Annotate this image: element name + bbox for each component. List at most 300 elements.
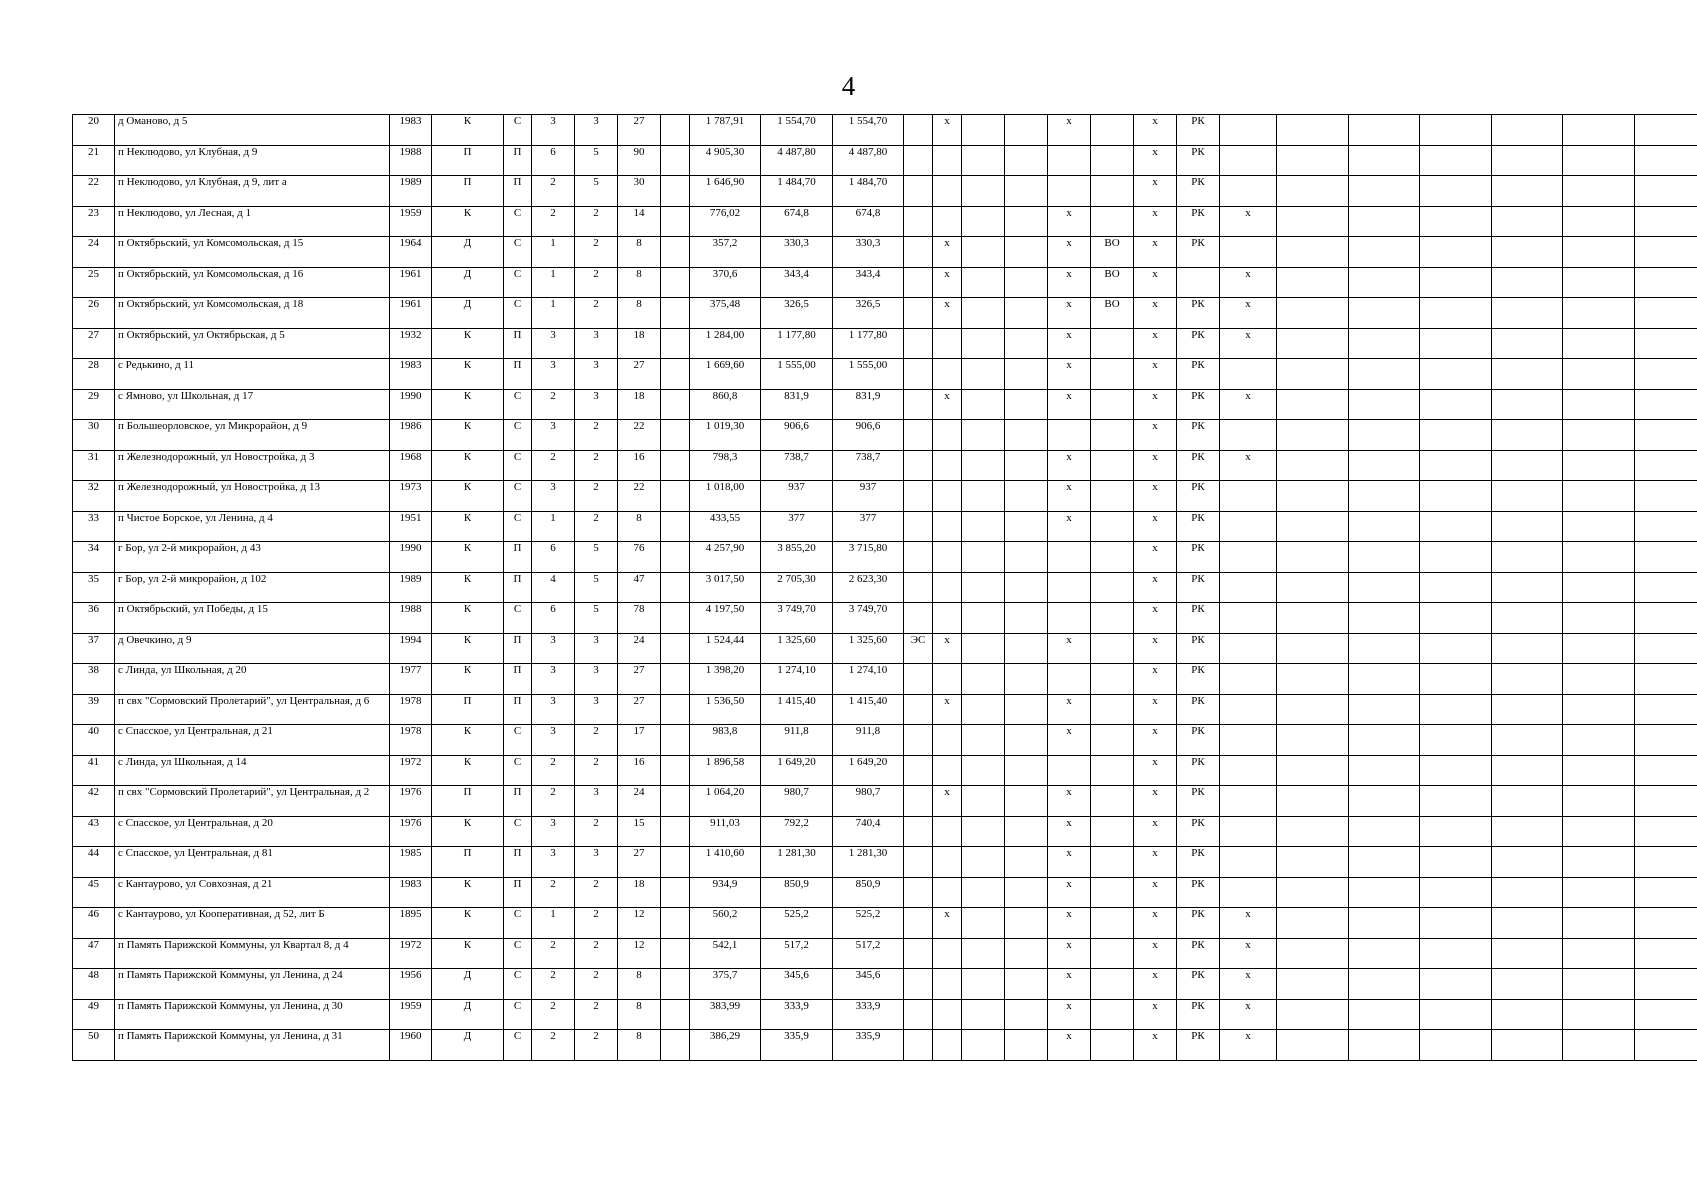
table-cell [933,755,962,786]
table-cell [1091,786,1134,817]
table-cell: П [504,572,532,603]
table-cell: 27 [618,115,661,146]
table-cell: 12 [618,938,661,969]
table-cell: 3 855,20 [761,542,833,573]
table-cell: 27 [618,847,661,878]
table-cell: 1 555,00 [833,359,904,390]
table-cell [904,389,933,420]
table-row [73,603,1697,634]
table-cell: 1 019,30 [690,420,761,451]
table-cell: С [504,969,532,1000]
row-number-cell: 50 [73,1030,115,1061]
table-cell: РК [1177,603,1220,634]
address-cell: д Оманово, д 5 [115,115,390,146]
table-cell [661,603,690,634]
table-cell: х [1134,206,1177,237]
address-cell: п Большеорловское, ул Микрорайон, д 9 [115,420,390,451]
table-cell [904,938,933,969]
table-cell: 3 [532,420,575,451]
table-cell: х [1048,450,1091,481]
table-cell: х [1220,328,1277,359]
table-cell [661,786,690,817]
table-cell: С [504,999,532,1030]
table-cell: 517,2 [761,938,833,969]
table-cell [1420,115,1492,146]
table-row [73,206,1697,237]
table-cell [661,694,690,725]
table-cell: х [1134,755,1177,786]
table-cell: 542,1 [690,938,761,969]
table-cell [933,816,962,847]
table-cell: 2 623,30 [833,572,904,603]
table-cell [1492,115,1563,146]
table-cell: 377 [761,511,833,542]
table-cell: С [504,908,532,939]
table-cell: 1972 [390,755,432,786]
table-cell [933,938,962,969]
table-cell: х [1220,1030,1277,1061]
table-cell: 1 398,20 [690,664,761,695]
table-cell [904,450,933,481]
table-cell: х [1048,511,1091,542]
table-cell [1005,389,1048,420]
row-number-cell: 38 [73,664,115,695]
table-cell: х [1220,938,1277,969]
table-cell: 1 524,44 [690,633,761,664]
table-cell: РК [1177,847,1220,878]
row-number-cell: 47 [73,938,115,969]
table-cell: 560,2 [690,908,761,939]
table-cell: х [1134,847,1177,878]
table-cell [904,542,933,573]
table-cell: 798,3 [690,450,761,481]
table-cell [1420,542,1492,573]
table-cell: 1 554,70 [761,115,833,146]
table-cell [1091,420,1134,451]
table-cell [1349,847,1420,878]
table-cell [1420,847,1492,878]
table-cell [962,176,1005,207]
table-cell [1277,328,1349,359]
table-cell: 3 [575,664,618,695]
table-cell: 831,9 [833,389,904,420]
table-cell [1635,145,1697,176]
table-cell: 1989 [390,572,432,603]
table-cell [962,938,1005,969]
table-cell [904,816,933,847]
table-cell [1048,420,1091,451]
table-cell [1349,633,1420,664]
table-cell: 1 484,70 [761,176,833,207]
table-cell [1005,816,1048,847]
table-cell: 2 [575,450,618,481]
table-cell: 8 [618,999,661,1030]
table-cell [1220,359,1277,390]
table-cell: 1 410,60 [690,847,761,878]
table-cell [1091,389,1134,420]
table-cell [1420,572,1492,603]
table-cell: 3 [575,847,618,878]
table-cell [1091,938,1134,969]
table-cell: 860,8 [690,389,761,420]
table-cell [962,755,1005,786]
table-cell: 3 [575,694,618,725]
table-cell [962,969,1005,1000]
table-cell [1220,633,1277,664]
table-cell: 1964 [390,237,432,268]
table-cell [1277,298,1349,329]
table-cell [1635,999,1697,1030]
table-cell [962,298,1005,329]
table-cell: 937 [833,481,904,512]
table-cell: РК [1177,115,1220,146]
table-cell: 8 [618,237,661,268]
table-cell: 3 [532,847,575,878]
table-cell: х [1220,298,1277,329]
row-number-cell: 41 [73,755,115,786]
table-cell: х [1134,999,1177,1030]
table-cell [904,755,933,786]
table-cell [1563,938,1635,969]
table-cell [1420,725,1492,756]
table-cell: 4 197,50 [690,603,761,634]
table-cell: 3 017,50 [690,572,761,603]
table-cell: х [1048,633,1091,664]
table-cell: 1976 [390,816,432,847]
table-cell [1635,420,1697,451]
row-number-cell: 44 [73,847,115,878]
table-cell [1635,267,1697,298]
table-cell [1492,847,1563,878]
table-cell: 18 [618,389,661,420]
table-cell [1420,176,1492,207]
table-cell: х [1048,969,1091,1000]
table-cell: РК [1177,176,1220,207]
table-cell: К [432,908,504,939]
table-cell [1005,145,1048,176]
table-cell: 16 [618,450,661,481]
table-row [73,420,1697,451]
table-cell [661,542,690,573]
table-row [73,786,1697,817]
table-cell: 5 [575,603,618,634]
table-cell [1005,1030,1048,1061]
table-cell: 8 [618,267,661,298]
row-number-cell: 33 [73,511,115,542]
table-cell: 27 [618,664,661,695]
table-cell: К [432,359,504,390]
table-cell [1091,572,1134,603]
row-number-cell: 37 [73,633,115,664]
table-cell: 1988 [390,145,432,176]
table-cell [1277,511,1349,542]
table-cell: 2 [532,877,575,908]
table-cell [1635,633,1697,664]
table-cell [1563,389,1635,420]
table-cell [1277,664,1349,695]
table-cell [1048,176,1091,207]
table-row [73,999,1697,1030]
table-cell [962,206,1005,237]
table-cell: 525,2 [761,908,833,939]
table-cell: К [432,664,504,695]
table-cell: 17 [618,725,661,756]
table-cell [1635,755,1697,786]
table-cell [1563,1030,1635,1061]
table-cell [1635,511,1697,542]
table-cell: К [432,328,504,359]
table-cell [962,725,1005,756]
table-cell [904,877,933,908]
table-cell [1005,725,1048,756]
table-cell: ВО [1091,237,1134,268]
table-cell: 2 [532,206,575,237]
table-cell [1277,542,1349,573]
table-cell [1005,298,1048,329]
table-cell: 2 [532,450,575,481]
table-cell [661,938,690,969]
table-cell [904,572,933,603]
table-cell: Д [432,237,504,268]
table-cell: 1959 [390,206,432,237]
table-cell: С [504,755,532,786]
table-cell: 3 [532,816,575,847]
address-cell: п Память Парижской Коммуны, ул Квартал 8, д 4 [115,938,390,969]
table-cell [1005,359,1048,390]
table-cell [1091,969,1134,1000]
table-cell [1349,572,1420,603]
table-cell [1635,542,1697,573]
address-cell: г Бор, ул 2-й микрорайон, д 43 [115,542,390,573]
table-cell: 2 [575,1030,618,1061]
table-row [73,328,1697,359]
table-row [73,237,1697,268]
table-cell: 47 [618,572,661,603]
table-cell: 776,02 [690,206,761,237]
table-cell [1349,359,1420,390]
table-cell: К [432,206,504,237]
table-cell [962,115,1005,146]
table-cell [1349,176,1420,207]
table-cell [1277,969,1349,1000]
table-cell [1091,1030,1134,1061]
table-cell [1492,267,1563,298]
table-cell: 1961 [390,267,432,298]
table-cell [904,725,933,756]
table-cell: 906,6 [833,420,904,451]
table-cell: 4 487,80 [761,145,833,176]
table-cell [661,206,690,237]
address-cell: с Ямново, ул Школьная, д 17 [115,389,390,420]
table-cell [1091,206,1134,237]
row-number-cell: 21 [73,145,115,176]
row-number-cell: 23 [73,206,115,237]
table-cell: 3 [532,664,575,695]
table-cell [1635,877,1697,908]
table-cell [1420,267,1492,298]
table-cell [1349,389,1420,420]
table-cell: 2 [575,969,618,1000]
table-cell [1277,877,1349,908]
table-cell: 1 177,80 [761,328,833,359]
table-cell: 2 [575,420,618,451]
table-cell: 1 064,20 [690,786,761,817]
table-cell: С [504,481,532,512]
table-cell: РК [1177,664,1220,695]
table-cell [904,481,933,512]
table-cell: х [1134,267,1177,298]
table-cell: 1 [532,908,575,939]
table-cell: 850,9 [833,877,904,908]
table-cell: х [933,115,962,146]
table-cell [1091,816,1134,847]
table-cell: х [1048,115,1091,146]
table-cell [1563,725,1635,756]
table-cell [661,237,690,268]
table-cell [1277,847,1349,878]
table-cell [904,847,933,878]
table-cell [962,664,1005,695]
table-cell: х [1134,1030,1177,1061]
table-cell: 1 [532,237,575,268]
table-cell: х [1134,359,1177,390]
table-cell: С [504,389,532,420]
table-cell [1220,237,1277,268]
table-cell: РК [1177,206,1220,237]
table-cell [1277,755,1349,786]
table-cell: 27 [618,694,661,725]
table-cell: х [1134,389,1177,420]
table-cell: х [1134,328,1177,359]
table-cell [962,816,1005,847]
row-number-cell: 22 [73,176,115,207]
address-cell: п Память Парижской Коммуны, ул Ленина, д 31 [115,1030,390,1061]
table-cell: К [432,389,504,420]
table-cell [1005,176,1048,207]
table-cell [661,267,690,298]
table-cell: х [933,298,962,329]
table-cell: РК [1177,511,1220,542]
table-cell: П [432,786,504,817]
table-cell: х [1048,725,1091,756]
table-cell [1048,755,1091,786]
table-cell: 1 649,20 [833,755,904,786]
table-cell [1005,267,1048,298]
row-number-cell: 24 [73,237,115,268]
table-cell [1277,999,1349,1030]
table-cell: П [504,328,532,359]
table-cell [1635,938,1697,969]
address-cell: п Октябрьский, ул Комсомольская, д 15 [115,237,390,268]
table-cell [1492,664,1563,695]
row-number-cell: 20 [73,115,115,146]
table-cell [1492,237,1563,268]
table-cell [1492,725,1563,756]
table-cell: х [1048,908,1091,939]
table-cell: х [1134,969,1177,1000]
table-cell: 3 749,70 [833,603,904,634]
table-cell: 345,6 [761,969,833,1000]
table-cell [904,206,933,237]
table-cell [661,847,690,878]
table-cell: 5 [575,542,618,573]
table-cell [1277,1030,1349,1061]
table-cell: 335,9 [761,1030,833,1061]
table-cell: 2 [532,389,575,420]
table-cell [1492,542,1563,573]
table-cell [1277,237,1349,268]
table-cell [1277,786,1349,817]
table-cell: 517,2 [833,938,904,969]
table-cell: х [1134,725,1177,756]
table-cell [1048,603,1091,634]
table-cell: К [432,511,504,542]
table-cell [661,969,690,1000]
table-cell [1635,908,1697,939]
table-cell: РК [1177,237,1220,268]
table-cell: 90 [618,145,661,176]
table-cell: С [504,267,532,298]
table-cell [1563,664,1635,695]
table-cell: РК [1177,969,1220,1000]
table-cell [1563,450,1635,481]
table-cell [1492,969,1563,1000]
table-cell: 1932 [390,328,432,359]
table-cell [1005,908,1048,939]
table-row [73,969,1697,1000]
table-cell [1005,664,1048,695]
table-cell [661,420,690,451]
table-cell: 738,7 [833,450,904,481]
table-cell: х [1048,999,1091,1030]
address-cell: с Линда, ул Школьная, д 20 [115,664,390,695]
table-cell [933,511,962,542]
table-cell [1420,328,1492,359]
table-cell: 525,2 [833,908,904,939]
table-cell [962,694,1005,725]
table-cell [933,999,962,1030]
table-cell: х [1134,603,1177,634]
table-cell [962,420,1005,451]
table-cell [1220,664,1277,695]
table-cell: 2 [575,755,618,786]
address-cell: с Спасское, ул Центральная, д 81 [115,847,390,878]
table-cell [661,176,690,207]
table-cell: РК [1177,725,1220,756]
table-cell [1091,633,1134,664]
table-cell: 2 [575,908,618,939]
table-cell: х [1220,267,1277,298]
table-cell: 18 [618,328,661,359]
table-cell: 1 177,80 [833,328,904,359]
table-cell: 30 [618,176,661,207]
table-cell: 3 [532,694,575,725]
table-cell: 22 [618,481,661,512]
table-cell: х [1134,694,1177,725]
table-cell [962,847,1005,878]
table-cell [1420,481,1492,512]
table-cell [1349,877,1420,908]
table-cell: К [432,542,504,573]
table-cell: П [432,176,504,207]
table-cell [1349,999,1420,1030]
table-cell [1492,481,1563,512]
table-cell [962,389,1005,420]
table-cell [1277,420,1349,451]
table-row [73,267,1697,298]
table-cell [1091,755,1134,786]
table-cell: 27 [618,359,661,390]
